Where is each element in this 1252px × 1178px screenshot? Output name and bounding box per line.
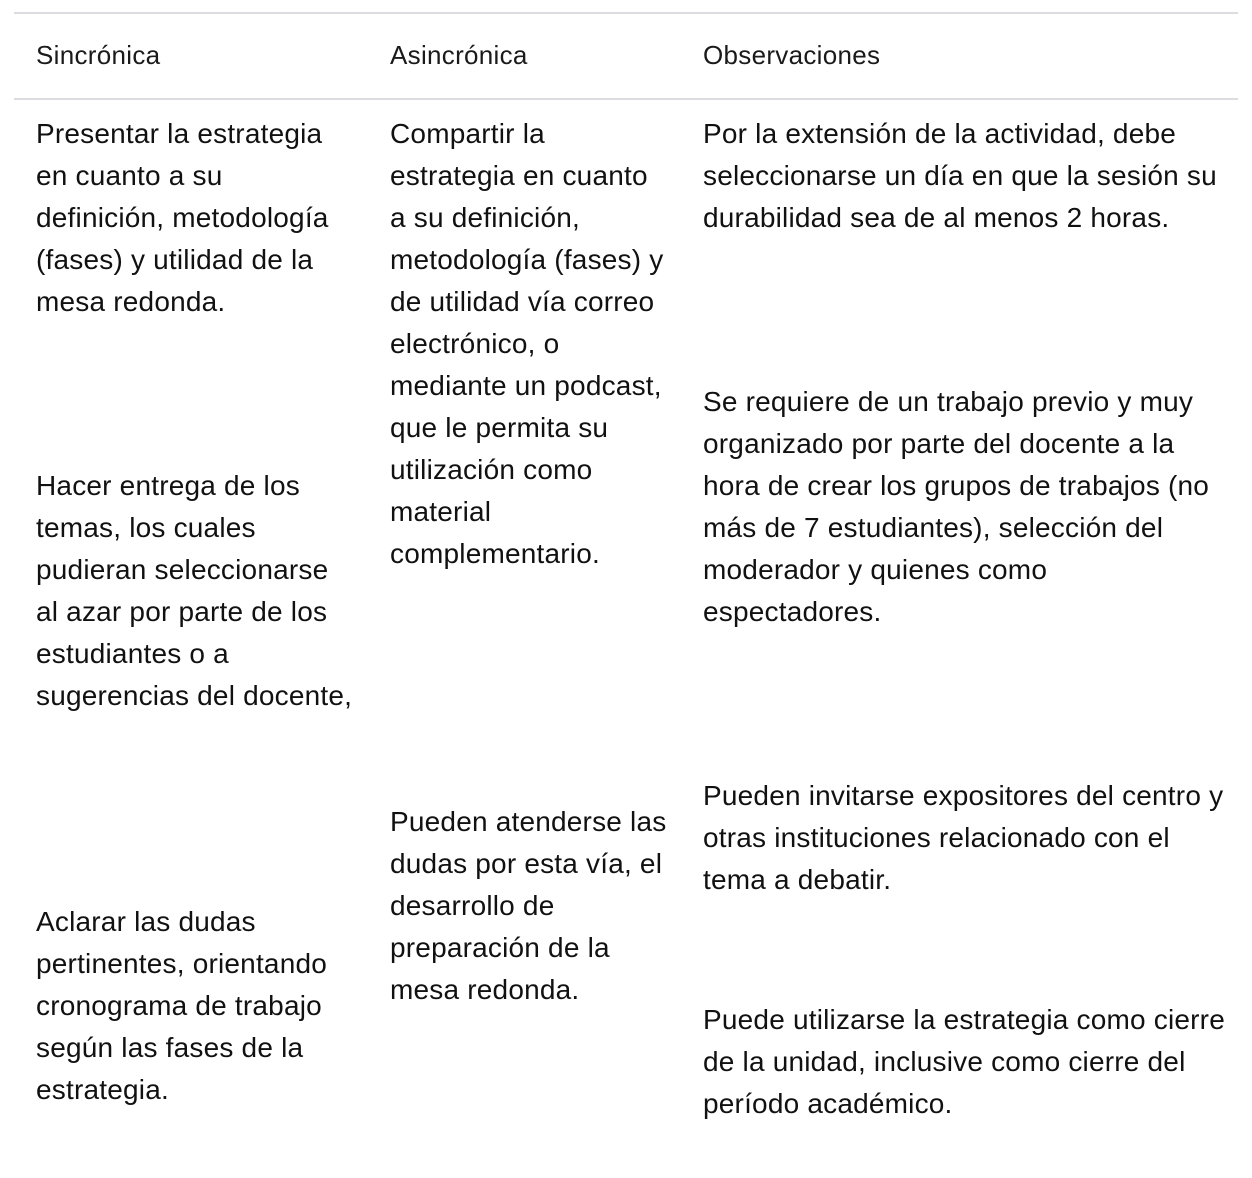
strategy-table bbox=[14, 12, 1238, 1160]
sincronica-paragraph: Presentar la estrategia en cuanto a su definición, metodología (fases) y utilidad de la mesa redonda. bbox=[36, 118, 329, 317]
table-header-row bbox=[14, 14, 1238, 100]
table-body-row bbox=[14, 100, 1238, 1160]
observaciones-paragraph: Se requiere de un trabajo previo y muy organizado por parte del docente a la hora de crear los grupos de trabajos (no más de 7 estudiantes), selección del moderador y quienes como espectadores. bbox=[703, 386, 1210, 627]
observaciones-paragraph: Pueden invitarse expositores del centro y otras instituciones relacionado con el tema a debatir. bbox=[703, 780, 1224, 895]
asincronica-paragraph: Pueden atenderse las dudas por esta vía, el desarrollo de preparación de la mesa redonda. bbox=[390, 806, 667, 1005]
header-observaciones: Observaciones bbox=[703, 40, 881, 70]
sincronica-paragraph: Hacer entrega de los temas, los cuales pudieran seleccionarse al azar por parte de los estudiantes o a sugerencias del docente, bbox=[36, 470, 353, 711]
observaciones-paragraph: Por la extensión de la actividad, debe seleccionarse un día en que la sesión su durabilidad sea de al menos 2 horas. bbox=[703, 118, 1217, 233]
header-sincronica: Sincrónica bbox=[36, 40, 161, 70]
header-asincronica: Asincrónica bbox=[390, 40, 528, 70]
sincronica-paragraph: Aclarar las dudas pertinentes, orientando cronograma de trabajo según las fases de la estrategia. bbox=[36, 906, 328, 1105]
asincronica-paragraph: Compartir la estrategia en cuanto a su definición, metodología (fases) y de utilidad vía correo electrónico, o mediante un podcast, que le permita su utilización como material complementario. bbox=[390, 118, 664, 569]
observaciones-paragraph: Puede utilizarse la estrategia como cierre de la unidad, inclusive como cierre del período académico. bbox=[703, 1004, 1225, 1119]
